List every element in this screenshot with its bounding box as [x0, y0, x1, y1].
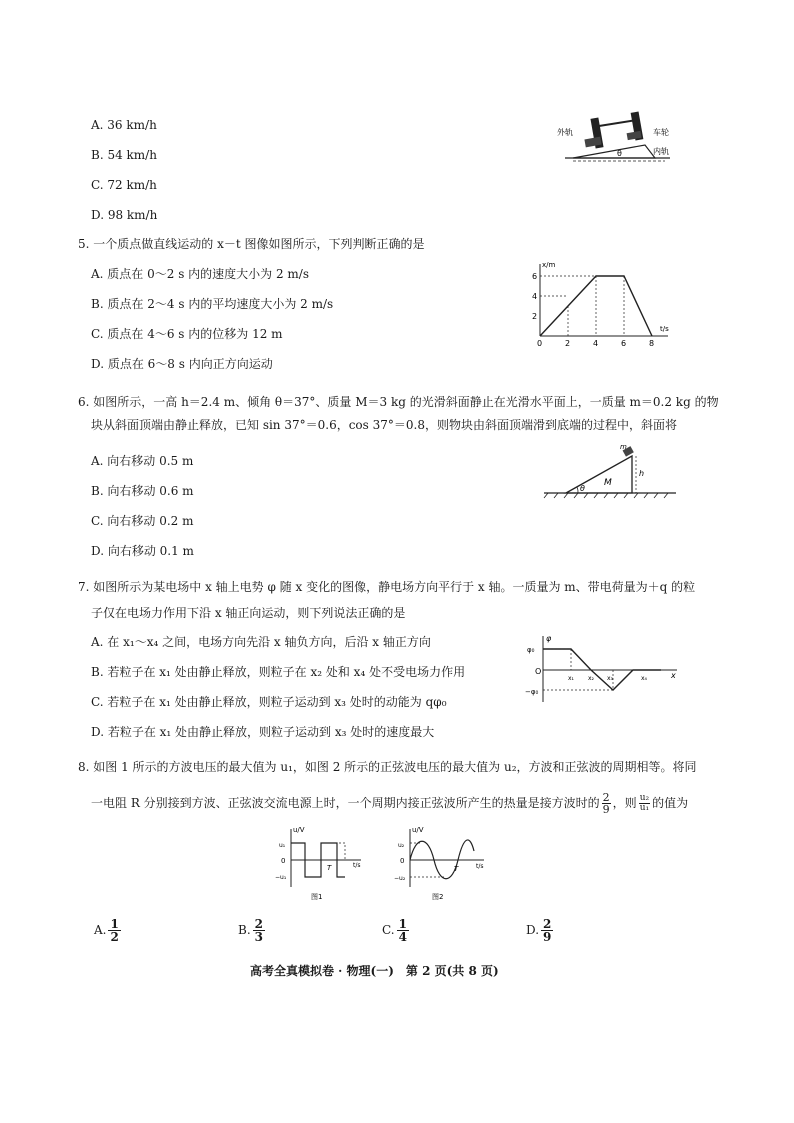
q4-option-d: D. 98 km/h: [91, 208, 158, 222]
q7-potential-graph: [525, 632, 685, 707]
q4-rail-figure: [555, 100, 680, 165]
q8-choice-a-fraction: [108, 918, 120, 943]
q6-option-d: D. 向右移动 0.1 m: [91, 544, 194, 558]
q6-incline-figure: [540, 443, 680, 503]
fig2-period-label: T: [454, 865, 459, 873]
q5-option-a: A. 质点在 0～2 s 内的速度大小为 2 m/s: [91, 267, 310, 281]
q8-heat-fraction-num: 2: [602, 791, 610, 804]
q6-option-b: B. 向右移动 0.6 m: [91, 484, 194, 498]
fig1-period-label: T: [327, 864, 332, 872]
q8-ratio-fraction: [639, 794, 650, 813]
x-axis-label: t/s: [660, 325, 669, 333]
q8-heat-fraction: [602, 792, 611, 815]
q8-stem-line2: [91, 790, 688, 816]
q8-ratio-den: u₁: [639, 803, 650, 813]
q5-option-d: D. 质点在 6～8 s 内向正方向运动: [91, 357, 273, 371]
q8-heat-fraction-den: 9: [602, 803, 610, 816]
ticks: [532, 272, 654, 348]
q8-choice-b-letter: B.: [238, 923, 251, 937]
x-tick-label-4: 8: [649, 339, 655, 348]
fig2-xlabel: t/s: [476, 863, 484, 870]
q8-choice-b-num: 2: [254, 917, 263, 931]
q8-choice-d-num: 2: [543, 917, 552, 931]
q8-stem-text-c: 的值为: [652, 796, 689, 810]
q8-choice-a-letter: A.: [94, 923, 107, 937]
q7-origin-label: O: [535, 667, 542, 676]
q7-stem-line1: 7. 如图所示为某电场中 x 轴上电势 φ 随 x 变化的图像，静电场方向平行于 x 轴。一质量为 m、带电荷量为＋q 的粒: [78, 580, 696, 594]
q6-M-label: M: [604, 478, 612, 488]
q6-option-a: A. 向右移动 0.5 m: [91, 454, 194, 468]
q8-ratio-num: u₂: [639, 793, 650, 803]
q8-figure-2-sine-wave: [392, 823, 492, 901]
q7-neg-phi0-label: −φ₀: [525, 688, 539, 696]
q8-choice-b-fraction: [253, 918, 265, 943]
q7-phi0-label: φ₀: [527, 646, 535, 654]
q4-outer-rail-label: 外轨: [557, 128, 573, 137]
q8-choice-a: [94, 918, 123, 943]
q7-option-a: A. 在 x₁～x₄ 之间，电场方向先沿 x 轴负方向，后沿 x 轴正方向: [91, 635, 431, 649]
q7-x-axis-label: x: [671, 671, 676, 680]
q7-phi-axis-label: φ: [546, 634, 552, 643]
q6-stem-line1: 6. 如图所示，一高 h＝2.4 m、倾角 θ＝37°、质量 M＝3 kg 的光滑斜面静止在光滑水平面上，一质量 m＝0.2 kg 的物: [78, 395, 719, 409]
q5-xt-graph: [528, 258, 678, 350]
q8-choice-c: [382, 918, 411, 943]
q6-option-c: C. 向右移动 0.2 m: [91, 514, 194, 528]
q7-x1-label: x₁: [568, 675, 574, 682]
x-tick-label-2: 4: [593, 339, 599, 348]
q5-stem: 5. 一个质点做直线运动的 x－t 图像如图所示，下列判断正确的是: [78, 237, 425, 251]
q8-choice-d: [526, 918, 555, 943]
q8-choice-b: [238, 918, 267, 943]
fig1-top-label: u₁: [279, 842, 286, 849]
q8-figure-1-square-wave: [275, 823, 370, 901]
q8-choice-d-letter: D.: [526, 923, 540, 937]
y-tick-label-1: 4: [532, 292, 538, 301]
q8-choice-c-letter: C.: [382, 923, 395, 937]
y-axis-label: x/m: [542, 261, 556, 269]
q4-inner-rail-label: 内轨: [653, 147, 669, 156]
fig2-zero-label: 0: [400, 857, 405, 865]
q4-option-a: A. 36 km/h: [91, 118, 157, 132]
y-tick-label-2: 6: [532, 272, 538, 281]
q4-angle-label: θ: [617, 149, 622, 158]
q4-option-b: B. 54 km/h: [91, 148, 157, 162]
q4-option-c: C. 72 km/h: [91, 178, 157, 192]
q4-wheel-label: 车轮: [653, 128, 669, 137]
guide-lines: [540, 276, 624, 336]
y-tick-label-0: 2: [532, 312, 538, 321]
q7-option-b: B. 若粒子在 x₁ 处由静止释放，则粒子在 x₂ 处和 x₄ 处不受电场力作用: [91, 665, 466, 679]
page-footer: 高考全真模拟卷 · 物理(一) 第 2 页(共 8 页): [250, 964, 499, 978]
q7-x2-label: x₂: [588, 675, 594, 682]
q8-choice-c-fraction: [397, 918, 409, 943]
fig2-top-label: u₂: [398, 842, 405, 849]
q8-choice-a-den: 2: [110, 930, 119, 944]
x-tick-label-1: 2: [565, 339, 571, 348]
fig1-zero-label: 0: [281, 857, 286, 865]
q5-option-c: C. 质点在 4～6 s 内的位移为 12 m: [91, 327, 283, 341]
q6-stem-line2: 块从斜面顶端由静止释放，已知 sin 37°＝0.6，cos 37°＝0.8，则物块由斜面顶端滑到底端的过程中，斜面将: [91, 418, 677, 432]
q7-option-c: C. 若粒子在 x₁ 处由静止释放，则粒子运动到 x₃ 处时的动能为 qφ₀: [91, 695, 447, 709]
fig2-caption: 图2: [432, 893, 444, 901]
q7-x4-label: x₄: [641, 675, 647, 682]
q7-option-d: D. 若粒子在 x₁ 处由静止释放，则粒子运动到 x₃ 处时的速度最大: [91, 725, 435, 739]
q8-choice-a-num: 1: [110, 917, 119, 931]
fig1-bottom-label: −u₁: [275, 874, 287, 881]
q8-stem-text-a: 一电阻 R 分别接到方波、正弦波交流电源上时，一个周期内接正弦波所产生的热量是接方波时的: [91, 796, 600, 810]
q8-stem-line1: 8. 如图 1 所示的方波电压的最大值为 u₁，如图 2 所示的正弦波电压的最大值为 u₂，方波和正弦波的周期相等。将同: [78, 760, 697, 774]
fig2-bottom-label: −u₂: [394, 875, 406, 882]
q7-stem-line2: 子仅在电场力作用下沿 x 轴正向运动，则下列说法正确的是: [91, 606, 406, 620]
q6-m-label: m: [620, 443, 627, 451]
x-tick-label-3: 6: [621, 339, 627, 348]
q8-choice-b-den: 3: [254, 930, 263, 944]
q8-stem-text-b: ，则: [612, 796, 637, 810]
q8-choice-d-fraction: [541, 918, 553, 943]
fig2-ylabel: u/V: [412, 826, 424, 834]
fig1-ylabel: u/V: [293, 826, 305, 834]
fig1-xlabel: t/s: [353, 862, 361, 869]
q8-choice-c-den: 4: [398, 930, 407, 944]
q5-option-b: B. 质点在 2～4 s 内的平均速度大小为 2 m/s: [91, 297, 334, 311]
q8-choice-c-num: 1: [398, 917, 407, 931]
q7-x3-label: x₃: [607, 675, 613, 682]
q6-h-label: h: [639, 469, 645, 478]
x-tick-label-0: 0: [537, 339, 543, 348]
q8-choice-d-den: 9: [543, 930, 552, 944]
q6-theta-label: θ: [580, 484, 585, 493]
fig1-caption: 图1: [311, 893, 323, 901]
